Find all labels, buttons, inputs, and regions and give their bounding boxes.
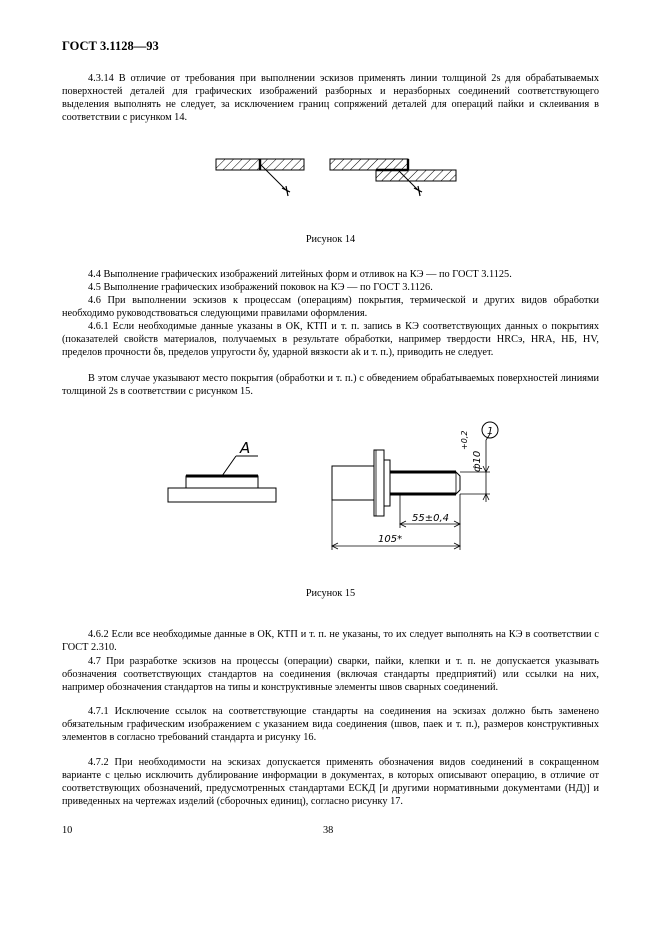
figure-15: [160, 410, 520, 560]
fig15-position-number: 1: [487, 426, 494, 437]
fig15-shaft-head: [332, 466, 374, 500]
document-header: ГОСТ 3.1128—93: [62, 39, 159, 53]
fig15-dimension-55: 55±0,4: [412, 513, 450, 524]
paragraph-4-6-2: 4.6.2 Если все необходимые данные в ОК, КТП и т. п. не указаны, то их следует выполнять на КЭ в соответствии с ГОСТ 2.310.: [62, 629, 599, 654]
page-number-left: 10: [62, 825, 73, 836]
paragraph-4-7: 4.7 При разработке эскизов на процессы (операции) сварки, пайки, клепки и т. п. не допускается указывать обозначения соответствующих стандартов на соединения (включая стандарты предприятий) или ссылки на них, например обозначения стандартов на типы и конструктивные элементы швов сварных соединений.: [62, 656, 599, 694]
paragraph-4-7-2: 4.7.2 При необходимости на эскизах допускается применять обозначения видов соединений в сокращенном варианте с целью исключить дублирование информации в документах, в которых описывают операцию, в отличие от соответствующих обозначений, предусмотренных стандартами ЕСКД [и другими нормативными документами (НД)] и приведенных на чертежах изделий (сборочных единиц), согласно рисунку 17.: [62, 757, 599, 808]
paragraph-4-6: 4.6 При выполнении эскизов к процессам (операциям) покрытия, термической и других видов обработки необходимо руководствоваться следующими правилами оформления.: [62, 295, 599, 320]
fig14-right-plate-bottom: [376, 170, 456, 181]
paragraph-4-6-1: 4.6.1 Если необходимые данные указаны в ОК, КТП и т. п. запись в КЭ соответствующих данных о покрытиях (показателей свойств материалов, получаемых в результате обработки, например твердости HRCэ, HRA, НБ, HV, пределов прочности δв, пределов упругости δу, ударной вязкости ak и т. п.), приводить не следует.: [62, 321, 599, 359]
fig14-right-plate-top: [330, 159, 408, 170]
fig15-diameter: ф10: [472, 450, 483, 472]
paragraph-4-3-14: 4.3.14 В отличие от требования при выполнении эскизов применять линии толщиной 2s для обрабатываемых поверхностей деталей для графических изображений разборных и неразборных соединений соответствующего выделения выполнять не следует, за исключением границ сопряжений деталей для операций пайки и склеивания в соответствии с рисунком 14.: [62, 73, 599, 124]
figure-15-caption: Рисунок 15: [305, 588, 356, 599]
paragraph-4-5: 4.5 Выполнение графических изображений поковок на КЭ — по ГОСТ 3.1126.: [88, 282, 433, 293]
figure-14-caption: Рисунок 14: [305, 234, 356, 245]
paragraph-4-4: 4.4 Выполнение графических изображений литейных форм и отливок на КЭ — по ГОСТ 3.1125.: [88, 269, 512, 280]
paragraph-4-7-1: 4.7.1 Исключение ссылок на соответствующие стандарты на соединения на эскизах должно быть заменено обязательным графическим изображением с указанием вида соединения (швов, паек и т. п.), размеров конструктивных элементов в согласно требований стандарта и рисунку 16.: [62, 706, 599, 744]
fig15-left-block: [186, 476, 258, 488]
fig15-dimension-105: 105*: [378, 534, 403, 545]
fig14-left-plate-b: [260, 159, 304, 170]
fig14-left-plate-a: [216, 159, 260, 170]
fig15-tolerance: +0,2: [460, 430, 469, 450]
fig15-shaft-neck: [384, 460, 390, 506]
figure-14: [200, 150, 460, 220]
paragraph-coating-place: В этом случае указывают место покрытия (обработки и т. п.) с обведением обрабатываемых поверхностей линиями толщиной 2s в соответствии с рисунком 15.: [62, 373, 599, 398]
page-number-center: 38: [323, 825, 334, 836]
fig15-shaft-collar: [374, 450, 384, 516]
fig15-left-base: [168, 488, 276, 502]
fig15-label-a: А: [240, 439, 251, 457]
